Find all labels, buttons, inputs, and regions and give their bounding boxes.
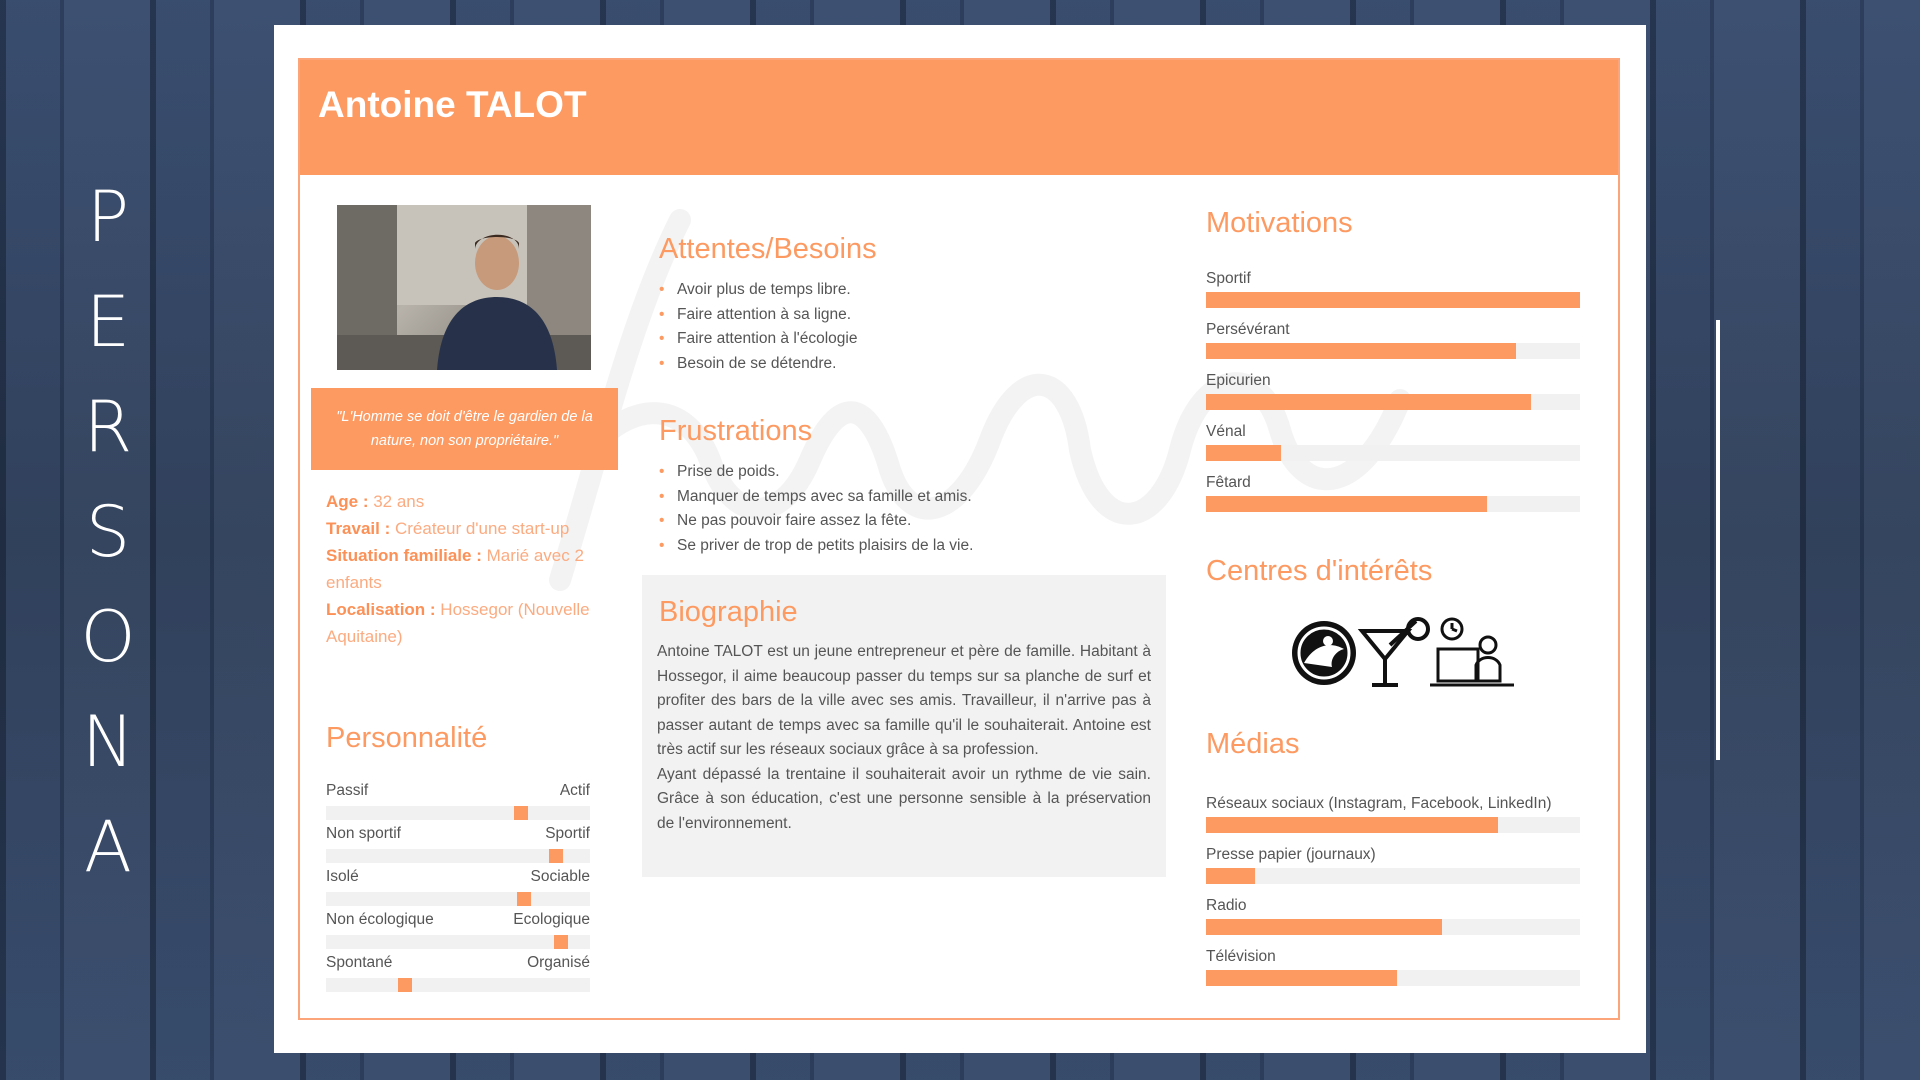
scale-right-label: Actif — [559, 782, 590, 799]
bar-label: Epicurien — [1206, 372, 1271, 389]
bar-track — [1206, 292, 1580, 308]
personality-scales — [326, 780, 590, 995]
persona-letter: E — [85, 281, 131, 363]
info-value: Créateur d'une start-up — [390, 519, 570, 538]
bar-fill — [1206, 919, 1442, 935]
biography-paragraph: Antoine TALOT est un jeune entrepreneur et père de famille. Habitant à Hossegor, il aime beaucoup passer du temps sur sa planche de surf et profiter des bars de la ville avec ses amis. Travailleur, il n'arrive pas à passer autant de temps avec sa famille qu'il le souhaiterait. Antoine est très actif sur les réseaux sociaux grâce à sa profession. — [657, 643, 1151, 758]
bar-fill — [1206, 394, 1531, 410]
bar-track — [1206, 445, 1580, 461]
media-title: Médias — [1206, 728, 1300, 760]
motivation-row — [1206, 270, 1580, 321]
scale-track — [326, 849, 590, 863]
bar-track — [1206, 868, 1580, 884]
motivations-title: Motivations — [1206, 207, 1353, 239]
bar-label: Radio — [1206, 897, 1247, 914]
persona-letter: N — [81, 701, 135, 783]
media-bars — [1206, 795, 1580, 999]
list-item: • Prise de poids. — [659, 460, 1149, 485]
persona-letter: P — [86, 176, 130, 258]
personality-row — [326, 823, 590, 866]
list-item: • Faire attention à l'écologie — [659, 327, 1139, 352]
personality-row — [326, 952, 590, 995]
media-row — [1206, 948, 1580, 999]
info-location — [326, 596, 596, 650]
list-item: • Ne pas pouvoir faire assez la fête. — [659, 509, 1149, 534]
scale-marker — [549, 849, 563, 863]
surf-icon — [1292, 621, 1356, 685]
media-row — [1206, 846, 1580, 897]
info-value: Hossegor (Nouvelle Aquitaine) — [326, 600, 590, 646]
motivation-row — [1206, 321, 1580, 372]
scale-right-label: Sociable — [530, 868, 590, 885]
personality-row — [326, 909, 590, 952]
info-age — [326, 488, 596, 515]
bar-track — [1206, 394, 1580, 410]
list-item: • Manquer de temps avec sa famille et amis. — [659, 485, 1149, 510]
bar-fill — [1206, 343, 1516, 359]
card-header — [300, 60, 1618, 175]
info-value: 32 ans — [368, 492, 425, 511]
motivation-row — [1206, 474, 1580, 525]
info-label: Localisation : — [326, 600, 436, 619]
scale-marker — [514, 806, 528, 820]
persona-photo — [337, 205, 591, 370]
vertical-divider — [1716, 320, 1720, 760]
bar-label: Vénal — [1206, 423, 1246, 440]
persona-letter: A — [84, 806, 132, 888]
scale-track — [326, 978, 590, 992]
scale-track — [326, 935, 590, 949]
needs-list — [659, 278, 1139, 376]
media-row — [1206, 897, 1580, 948]
info-job — [326, 515, 596, 542]
bar-label: Réseaux sociaux (Instagram, Facebook, LinkedIn) — [1206, 795, 1552, 812]
personality-row — [326, 866, 590, 909]
scale-left-label: Isolé — [326, 868, 359, 885]
info-value: Marié avec 2 enfants — [326, 546, 584, 592]
scale-marker — [554, 935, 568, 949]
persona-name: Antoine TALOT — [318, 84, 587, 125]
info-label: Age : — [326, 492, 369, 511]
interests-title: Centres d'intérêts — [1206, 555, 1433, 587]
personality-title: Personnalité — [326, 722, 488, 754]
computer-work-icon — [1430, 619, 1514, 685]
motivation-row — [1206, 372, 1580, 423]
scale-track — [326, 806, 590, 820]
persona-info — [326, 488, 596, 650]
scale-left-label: Non écologique — [326, 911, 434, 928]
scale-track — [326, 892, 590, 906]
bar-track — [1206, 343, 1580, 359]
persona-letter: S — [85, 491, 131, 573]
cocktail-icon — [1362, 619, 1428, 685]
bar-label: Presse papier (journaux) — [1206, 846, 1376, 863]
list-item: • Se priver de trop de petits plaisirs de la vie. — [659, 534, 1149, 559]
persona-quote: "L'Homme se doit d'être le gardien de la nature, non son propriétaire." — [311, 388, 618, 470]
biography-text — [657, 640, 1151, 836]
scale-left-label: Spontané — [326, 954, 393, 971]
info-label: Travail : — [326, 519, 391, 538]
biography-title: Biographie — [659, 596, 798, 628]
scale-right-label: Sportif — [545, 825, 590, 842]
scale-left-label: Non sportif — [326, 825, 401, 842]
bar-label: Persévérant — [1206, 321, 1290, 338]
list-item: • Besoin de se détendre. — [659, 352, 1139, 377]
scale-marker — [517, 892, 531, 906]
needs-title: Attentes/Besoins — [659, 233, 877, 265]
bar-label: Télévision — [1206, 948, 1276, 965]
bar-track — [1206, 970, 1580, 986]
bar-label: Fêtard — [1206, 474, 1251, 491]
bar-label: Sportif — [1206, 270, 1251, 287]
bar-fill — [1206, 496, 1487, 512]
frustrations-title: Frustrations — [659, 415, 813, 447]
scale-marker — [398, 978, 412, 992]
personality-row — [326, 780, 590, 823]
scale-left-label: Passif — [326, 782, 369, 799]
bar-fill — [1206, 292, 1580, 308]
bar-fill — [1206, 970, 1397, 986]
scale-right-label: Organisé — [527, 954, 590, 971]
bar-fill — [1206, 817, 1498, 833]
bar-track — [1206, 817, 1580, 833]
motivation-row — [1206, 423, 1580, 474]
list-item: • Avoir plus de temps libre. — [659, 278, 1139, 303]
biography-paragraph: Ayant dépassé la trentaine il souhaiterait avoir un rythme de vie sain. Grâce à son éducation, c'est une personne sensible à la préservation de l'environnement. — [657, 765, 1151, 832]
list-item: • Faire attention à sa ligne. — [659, 303, 1139, 328]
interests-icons — [1290, 615, 1520, 695]
frustrations-list — [659, 460, 1149, 558]
bar-track — [1206, 496, 1580, 512]
motivations-bars — [1206, 270, 1580, 525]
persona-vertical-title — [76, 176, 140, 888]
bar-fill — [1206, 445, 1281, 461]
scale-right-label: Ecologique — [513, 911, 590, 928]
persona-letter: O — [80, 596, 136, 678]
bar-fill — [1206, 868, 1255, 884]
bar-track — [1206, 919, 1580, 935]
persona-letter: R — [83, 386, 133, 468]
info-label: Situation familiale : — [326, 546, 482, 565]
media-row — [1206, 795, 1580, 846]
info-family — [326, 542, 596, 596]
